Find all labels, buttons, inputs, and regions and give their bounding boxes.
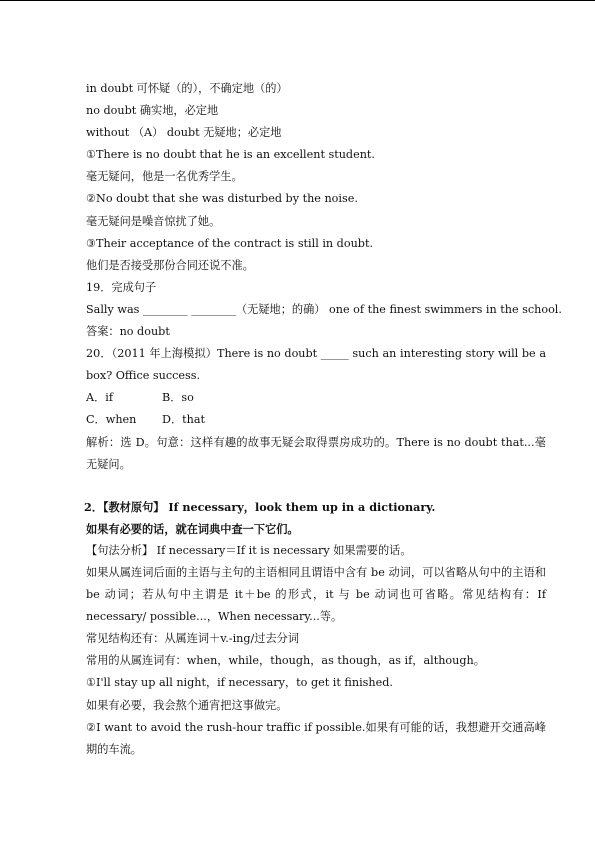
section-2-example-2: ②I want to avoid the rush-hour traffic if possible.如果有可能的话，我想避开交通高峰期的车流。: [86, 720, 546, 756]
page-top-rule: [0, 0, 595, 1]
option-d: D．that: [162, 413, 206, 427]
example-1: ①There is no doubt that he is an excellent student.: [86, 148, 375, 162]
section-2-example-1-translation: 如果有必要，我会熬个通宵把这事做完。: [86, 698, 288, 712]
syntax-analysis-title: 【句法分析】 If necessary＝If it is necessary 如果需要的话。: [86, 543, 412, 557]
phrase-no-doubt: no doubt 确实地，必定地: [86, 104, 219, 118]
example-1-translation: 毫无疑问，他是一名优秀学生。: [86, 170, 243, 184]
syntax-analysis-body: 如果从属连词后面的主语与主句的主语相同且谓语中含有 be 动词，可以省略从句中的主语和 be 动词；若从句中主谓是 it＋be 的形式，it 与 be 动词也可省略。常见结构有：If necessary/ possible...，When necessary...等。: [86, 565, 546, 624]
option-c: C．when: [86, 413, 137, 427]
conjunctions-line: 常用的从属连词有：when，while，though，as though，as if，although。: [86, 654, 485, 668]
example-2-translation: 毫无疑问是噪音惊扰了她。: [86, 214, 221, 228]
phrase-in-doubt: in doubt 可怀疑（的），不确定地（的）: [86, 82, 288, 95]
question-20-stem: 20．（2011 年上海模拟）There is no doubt _____ such an interesting story will be a box? Office success.: [86, 347, 546, 383]
section-2-example-1: ①I'll stay up all night，if necessary，to get it finished.: [86, 676, 393, 690]
section-spacer: [86, 476, 546, 496]
common-structure-line: 常见结构还有：从属连词＋v.-ing/过去分词: [86, 632, 300, 646]
example-3-translation: 他们是否接受那份合同还说不准。: [86, 258, 254, 272]
question-19-sentence: Sally was ________ ________（无疑地；的确） one of the finest swimmers in the school.: [86, 302, 562, 316]
question-20-options-row-1: [86, 387, 546, 409]
section-2-heading: 2．【教材原句】 If necessary，look them up in a dictionary.: [84, 499, 436, 514]
document-body: [84, 78, 562, 761]
question-20-analysis: 解析：选 D。句意：这样有趣的故事无疑会取得票房成功的。There is no doubt that...毫无疑问。: [86, 435, 546, 471]
example-3: ③Their acceptance of the contract is still in doubt.: [86, 236, 374, 250]
option-a: A．if: [86, 391, 113, 405]
option-b: B．so: [162, 391, 194, 405]
question-19-title: 19．完成句子: [86, 280, 157, 294]
question-20-options-row-2: [86, 409, 546, 431]
example-2: ②No doubt that she was disturbed by the noise.: [86, 192, 358, 206]
phrase-without-doubt: without （A） doubt 无疑地；必定地: [86, 126, 282, 140]
question-19-answer: 答案：no doubt: [86, 325, 170, 339]
section-2-heading-translation: 如果有必要的话，就在词典中查一下它们。: [86, 521, 299, 536]
